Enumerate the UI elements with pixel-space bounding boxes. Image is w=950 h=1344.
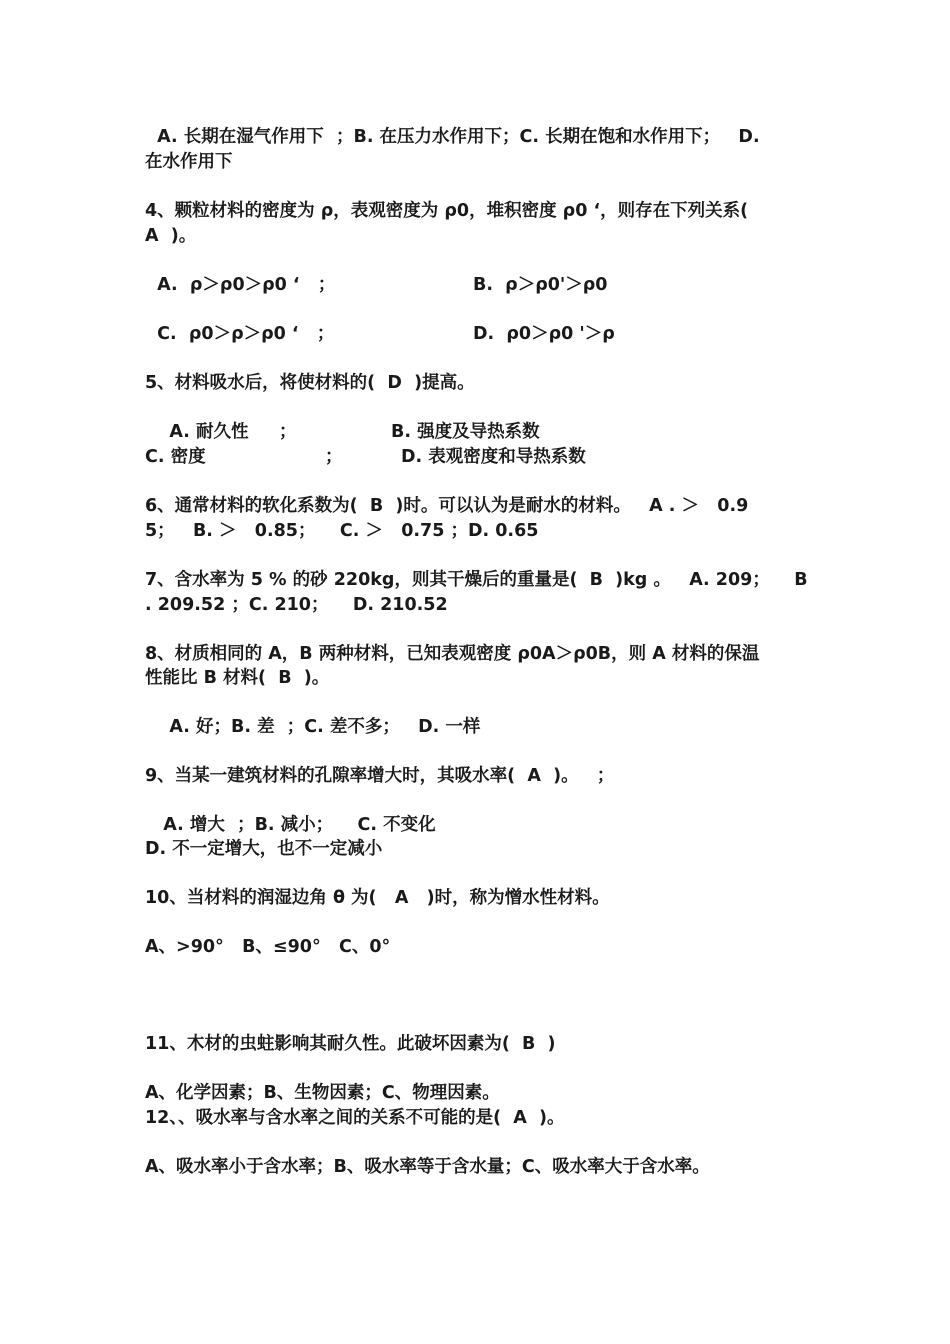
q6-question-line-1: 6、通常材料的软化系数为( B )时。可以认为是耐水的材料。 A . ＞ 0.9 <box>145 496 749 516</box>
q6-question-line-2: 5； B. ＞ 0.85； C. ＞ 0.75 ；D. 0.65 <box>145 521 539 541</box>
q10-question: 10、当材料的润湿边角 θ 为( A )时，称为憎水性材料。 <box>145 888 610 908</box>
q9-options-line-2: D. 不一定增大，也不一定减小 <box>145 839 383 859</box>
q4-option-d: D. ρ0＞ρ0 '＞ρ <box>473 324 615 344</box>
q4-question-line-2: A )。 <box>145 226 197 246</box>
q12-options: A、吸水率小于含水率；B、吸水率等于含水量；C、吸水率大于含水率。 <box>145 1157 710 1177</box>
q5-option-b: B. 强度及导热系数 <box>391 422 540 442</box>
q8-question-line-2: 性能比 B 材料( B )。 <box>145 668 330 688</box>
q5-option-a: A. 耐久性 ； <box>145 422 297 442</box>
q3-options-line-1: A. 长期在湿气作用下 ；B. 在压力水作用下；C. 长期在饱和水作用下； D. <box>145 127 760 147</box>
q5-question: 5、材料吸水后，将使材料的( D )提高。 <box>145 373 475 393</box>
q4-option-c: C. ρ0＞ρ＞ρ0 ‘ ； <box>145 324 335 344</box>
q7-question-line-2: . 209.52 ；C. 210； D. 210.52 <box>145 595 448 615</box>
q5-option-c-separator: ； <box>325 447 343 467</box>
q11-question: 11、木材的虫蛀影响其耐久性。此破坏因素为( B ) <box>145 1034 556 1054</box>
q7-question-line-1: 7、含水率为 5 % 的砂 220kg，则其干燥后的重量是( B )kg 。 A. 209； B <box>145 570 808 590</box>
q5-option-d: D. 表观密度和导热系数 <box>401 447 586 467</box>
q3-options-line-2: 在水作用下 <box>145 152 233 172</box>
q11-options: A、化学因素；B、生物因素；C、物理因素。 <box>145 1083 500 1103</box>
q4-question-line-1: 4、颗粒材料的密度为 ρ，表观密度为 ρ0，堆积密度 ρ0 ‘，则存在下列关系( <box>145 201 749 221</box>
q12-question: 12、、吸水率与含水率之间的关系不可能的是( A )。 <box>145 1108 565 1128</box>
q4-option-b: B. ρ＞ρ0'＞ρ0 <box>473 275 608 295</box>
q9-question: 9、当某一建筑材料的孔隙率增大时，其吸水率( A )。 ； <box>145 766 615 786</box>
q8-options: A. 好；B. 差 ；C. 差不多； D. 一样 <box>145 717 481 737</box>
q5-option-c: C. 密度 <box>145 447 206 467</box>
q9-options-line-1: A. 增大 ；B. 减小； C. 不变化 <box>145 815 436 835</box>
q4-option-a: A. ρ＞ρ0＞ρ0 ‘ ； <box>145 275 336 295</box>
q10-options: A、>90° B、≤90° C、0° <box>145 937 391 957</box>
q8-question-line-1: 8、材质相同的 A，B 两种材料，已知表观密度 ρ0A＞ρ0B，则 A 材料的保温 <box>145 644 760 664</box>
